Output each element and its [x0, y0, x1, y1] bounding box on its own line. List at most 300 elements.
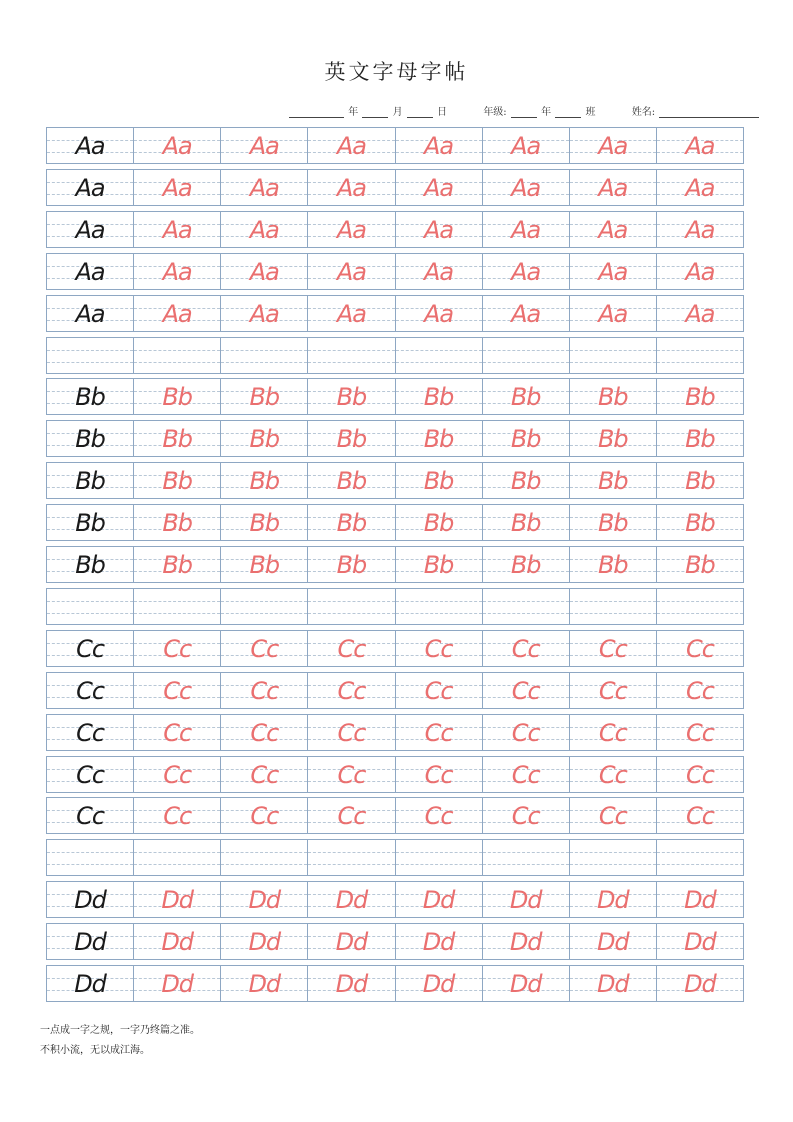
trace-letter: Aa	[511, 300, 541, 328]
practice-cell[interactable]	[657, 421, 743, 456]
trace-letter: Bb	[249, 551, 280, 579]
practice-cell[interactable]	[396, 254, 483, 289]
trace-letter: Bb	[336, 509, 367, 537]
practice-row	[46, 127, 744, 164]
trace-letter: Bb	[162, 383, 193, 411]
practice-cell[interactable]	[47, 631, 134, 666]
practice-cell[interactable]	[134, 631, 221, 666]
practice-cell[interactable]	[308, 757, 395, 792]
trace-letter: Dd	[248, 970, 281, 998]
practice-cell[interactable]	[570, 966, 657, 1001]
practice-cell[interactable]	[657, 840, 743, 875]
practice-cell[interactable]	[221, 170, 308, 205]
practice-cell[interactable]	[47, 296, 134, 331]
practice-cell[interactable]	[570, 840, 657, 875]
trace-letter: Dd	[684, 886, 716, 914]
practice-cell[interactable]	[221, 589, 308, 624]
practice-cell[interactable]	[570, 673, 657, 708]
practice-cell[interactable]	[396, 715, 483, 750]
practice-cell[interactable]	[483, 631, 570, 666]
practice-cell[interactable]	[134, 505, 221, 540]
trace-letter: Bb	[510, 467, 541, 495]
practice-cell[interactable]	[483, 715, 570, 750]
practice-cell[interactable]	[657, 673, 743, 708]
practice-cell[interactable]	[570, 589, 657, 624]
blank-practice-row	[46, 337, 744, 374]
practice-cell[interactable]	[134, 840, 221, 875]
trace-letter: Aa	[336, 132, 366, 160]
trace-letter: Bb	[510, 509, 541, 537]
practice-cell[interactable]	[657, 379, 743, 414]
practice-cell[interactable]	[308, 170, 395, 205]
month-blank[interactable]	[362, 107, 388, 118]
practice-cell[interactable]	[308, 840, 395, 875]
trace-letter: Dd	[509, 886, 542, 914]
practice-cell[interactable]	[396, 421, 483, 456]
grade-year-label: 年	[541, 107, 552, 118]
practice-cell[interactable]	[657, 715, 743, 750]
practice-cell[interactable]	[47, 421, 134, 456]
trace-letter: Cc	[250, 677, 279, 705]
practice-cell[interactable]	[396, 170, 483, 205]
practice-cell[interactable]	[47, 338, 134, 373]
practice-cell[interactable]	[47, 924, 134, 959]
practice-cell[interactable]	[657, 170, 743, 205]
practice-cell[interactable]	[308, 128, 395, 163]
practice-cell[interactable]	[483, 338, 570, 373]
practice-cell[interactable]	[396, 463, 483, 498]
trace-letter: Aa	[685, 174, 715, 202]
practice-cell[interactable]	[570, 757, 657, 792]
practice-cell[interactable]	[221, 379, 308, 414]
practice-cell[interactable]	[47, 673, 134, 708]
trace-letter: Aa	[249, 132, 279, 160]
practice-cell[interactable]	[308, 589, 395, 624]
practice-cell[interactable]	[134, 924, 221, 959]
practice-cell[interactable]	[483, 798, 570, 833]
trace-letter: Bb	[685, 509, 715, 537]
practice-cell[interactable]	[396, 212, 483, 247]
practice-cell[interactable]	[134, 128, 221, 163]
practice-cell[interactable]	[396, 924, 483, 959]
trace-letter: Aa	[162, 300, 192, 328]
practice-cell[interactable]	[221, 924, 308, 959]
page-title: 英文字母字帖	[324, 60, 469, 84]
practice-cell[interactable]	[221, 882, 308, 917]
practice-cell[interactable]	[134, 463, 221, 498]
trace-letter: Bb	[336, 467, 367, 495]
practice-cell[interactable]	[570, 212, 657, 247]
practice-cell[interactable]	[570, 798, 657, 833]
trace-letter: Bb	[510, 383, 541, 411]
mottos	[40, 1021, 200, 1061]
practice-cell[interactable]	[570, 170, 657, 205]
trace-letter: Aa	[249, 300, 279, 328]
practice-cell[interactable]	[134, 170, 221, 205]
practice-cell[interactable]	[396, 589, 483, 624]
motto-line: 一点成一字之规，一字乃终篇之准。	[40, 1025, 200, 1036]
practice-row	[46, 253, 744, 290]
trace-letter: Aa	[511, 132, 541, 160]
name-blank[interactable]	[659, 107, 759, 118]
practice-cell[interactable]	[483, 757, 570, 792]
practice-cell[interactable]	[47, 128, 134, 163]
trace-letter: Dd	[509, 970, 542, 998]
practice-cell[interactable]	[47, 757, 134, 792]
practice-cell[interactable]	[570, 547, 657, 582]
practice-cell[interactable]	[483, 966, 570, 1001]
practice-cell[interactable]	[396, 798, 483, 833]
trace-letter: Aa	[511, 174, 541, 202]
practice-cell[interactable]	[483, 463, 570, 498]
trace-letter: Aa	[424, 258, 454, 286]
practice-cell[interactable]	[657, 966, 743, 1001]
practice-cell[interactable]	[396, 296, 483, 331]
model-letter: Bb	[75, 383, 105, 411]
trace-letter: Cc	[598, 677, 627, 705]
practice-cell[interactable]	[47, 254, 134, 289]
class-blank[interactable]	[555, 107, 581, 118]
practice-cell[interactable]	[308, 631, 395, 666]
trace-letter: Cc	[424, 802, 453, 830]
practice-cell[interactable]	[221, 757, 308, 792]
trace-letter: Cc	[511, 802, 540, 830]
trace-letter: Cc	[163, 719, 192, 747]
practice-cell[interactable]	[134, 547, 221, 582]
practice-cell[interactable]	[134, 338, 221, 373]
trace-letter: Dd	[248, 886, 281, 914]
practice-cell[interactable]	[657, 128, 743, 163]
practice-cell[interactable]	[221, 338, 308, 373]
model-letter: Dd	[74, 970, 106, 998]
practice-cell[interactable]	[308, 966, 395, 1001]
practice-cell[interactable]	[47, 589, 134, 624]
trace-letter: Aa	[598, 216, 628, 244]
practice-cell[interactable]	[308, 924, 395, 959]
motto-line: 不积小流，无以成江海。	[40, 1045, 150, 1056]
practice-cell[interactable]	[657, 254, 743, 289]
practice-row	[46, 923, 744, 960]
trace-letter: Bb	[597, 509, 628, 537]
practice-cell[interactable]	[570, 128, 657, 163]
practice-cell[interactable]	[221, 547, 308, 582]
practice-cell[interactable]	[221, 128, 308, 163]
practice-cell[interactable]	[221, 798, 308, 833]
practice-cell[interactable]	[221, 505, 308, 540]
practice-cell[interactable]	[134, 715, 221, 750]
practice-cell[interactable]	[483, 170, 570, 205]
trace-letter: Cc	[598, 761, 627, 789]
trace-letter: Cc	[337, 761, 366, 789]
blank-practice-row	[46, 588, 744, 625]
practice-cell[interactable]	[483, 212, 570, 247]
trace-letter: Cc	[511, 761, 540, 789]
practice-cell[interactable]	[657, 547, 743, 582]
practice-cell[interactable]	[308, 798, 395, 833]
practice-cell[interactable]	[483, 128, 570, 163]
practice-cell[interactable]	[570, 338, 657, 373]
trace-letter: Dd	[161, 886, 194, 914]
model-letter: Aa	[75, 216, 105, 244]
model-letter: Cc	[76, 802, 105, 830]
practice-cell[interactable]	[134, 966, 221, 1001]
practice-row	[46, 211, 744, 248]
practice-cell[interactable]	[483, 421, 570, 456]
trace-letter: Bb	[249, 425, 280, 453]
trace-letter: Dd	[596, 970, 629, 998]
practice-cell[interactable]	[483, 882, 570, 917]
practice-cell[interactable]	[134, 882, 221, 917]
trace-letter: Bb	[597, 551, 628, 579]
trace-letter: Dd	[596, 886, 629, 914]
trace-letter: Cc	[685, 802, 714, 830]
practice-cell[interactable]	[396, 966, 483, 1001]
trace-letter: Dd	[422, 970, 455, 998]
practice-cell[interactable]	[570, 631, 657, 666]
practice-cell[interactable]	[396, 840, 483, 875]
trace-letter: Bb	[162, 425, 193, 453]
practice-row	[46, 797, 744, 834]
trace-letter: Bb	[162, 467, 193, 495]
practice-cell[interactable]	[483, 505, 570, 540]
practice-cell[interactable]	[657, 212, 743, 247]
trace-letter: Bb	[685, 467, 715, 495]
practice-cell[interactable]	[47, 170, 134, 205]
trace-letter: Aa	[598, 258, 628, 286]
practice-row	[46, 672, 744, 709]
practice-cell[interactable]	[221, 463, 308, 498]
trace-letter: Aa	[685, 258, 715, 286]
trace-letter: Aa	[162, 258, 192, 286]
trace-letter: Cc	[337, 719, 366, 747]
practice-cell[interactable]	[47, 463, 134, 498]
practice-cell[interactable]	[134, 379, 221, 414]
practice-cell[interactable]	[221, 296, 308, 331]
practice-cell[interactable]	[308, 505, 395, 540]
trace-letter: Aa	[598, 174, 628, 202]
practice-cell[interactable]	[396, 631, 483, 666]
trace-letter: Dd	[422, 886, 455, 914]
practice-cell[interactable]	[134, 673, 221, 708]
trace-letter: Dd	[161, 970, 194, 998]
practice-cell[interactable]	[396, 338, 483, 373]
practice-cell[interactable]	[657, 589, 743, 624]
year-blank[interactable]	[289, 107, 344, 118]
practice-cell[interactable]	[308, 296, 395, 331]
trace-letter: Bb	[685, 383, 715, 411]
practice-cell[interactable]	[396, 673, 483, 708]
practice-cell[interactable]	[308, 212, 395, 247]
trace-letter: Aa	[424, 216, 454, 244]
practice-cell[interactable]	[570, 296, 657, 331]
trace-letter: Bb	[336, 425, 367, 453]
practice-cell[interactable]	[483, 296, 570, 331]
practice-cell[interactable]	[47, 715, 134, 750]
trace-letter: Aa	[162, 132, 192, 160]
practice-cell[interactable]	[570, 254, 657, 289]
practice-cell[interactable]	[657, 924, 743, 959]
practice-cell[interactable]	[657, 631, 743, 666]
trace-letter: Aa	[598, 132, 628, 160]
practice-cell[interactable]	[657, 798, 743, 833]
trace-letter: Cc	[511, 635, 540, 663]
trace-letter: Bb	[423, 551, 454, 579]
trace-letter: Cc	[511, 677, 540, 705]
trace-letter: Aa	[424, 300, 454, 328]
trace-letter: Dd	[161, 928, 194, 956]
practice-cell[interactable]	[657, 882, 743, 917]
model-letter: Cc	[76, 719, 105, 747]
trace-letter: Bb	[423, 467, 454, 495]
practice-row	[46, 169, 744, 206]
trace-letter: Dd	[335, 928, 368, 956]
practice-cell[interactable]	[396, 128, 483, 163]
model-letter: Bb	[75, 467, 105, 495]
trace-letter: Aa	[511, 216, 541, 244]
grade-blank[interactable]	[511, 107, 537, 118]
trace-letter: Aa	[336, 174, 366, 202]
practice-cell[interactable]	[134, 589, 221, 624]
practice-cell[interactable]	[483, 589, 570, 624]
practice-cell[interactable]	[308, 254, 395, 289]
practice-row	[46, 462, 744, 499]
practice-cell[interactable]	[657, 296, 743, 331]
practice-cell[interactable]	[396, 379, 483, 414]
trace-letter: Aa	[511, 258, 541, 286]
trace-letter: Cc	[598, 635, 627, 663]
trace-letter: Cc	[250, 761, 279, 789]
model-letter: Aa	[75, 300, 105, 328]
model-letter: Aa	[75, 132, 105, 160]
trace-letter: Cc	[337, 635, 366, 663]
practice-cell[interactable]	[221, 421, 308, 456]
practice-cell[interactable]	[308, 338, 395, 373]
practice-cell[interactable]	[657, 338, 743, 373]
trace-letter: Cc	[337, 677, 366, 705]
practice-cell[interactable]	[308, 673, 395, 708]
year-label: 年	[348, 107, 359, 118]
practice-cell[interactable]	[134, 798, 221, 833]
practice-cell[interactable]	[134, 757, 221, 792]
practice-cell[interactable]	[570, 924, 657, 959]
model-letter: Cc	[76, 677, 105, 705]
trace-letter: Aa	[424, 132, 454, 160]
practice-cell[interactable]	[396, 882, 483, 917]
practice-cell[interactable]	[570, 882, 657, 917]
practice-cell[interactable]	[134, 421, 221, 456]
practice-cell[interactable]	[483, 254, 570, 289]
practice-cell[interactable]	[47, 798, 134, 833]
practice-cell[interactable]	[308, 547, 395, 582]
practice-cell[interactable]	[221, 254, 308, 289]
practice-cell[interactable]	[483, 379, 570, 414]
practice-cell[interactable]	[47, 882, 134, 917]
practice-cell[interactable]	[221, 673, 308, 708]
trace-letter: Cc	[250, 719, 279, 747]
class-label: 班	[585, 107, 596, 118]
trace-letter: Dd	[509, 928, 542, 956]
practice-cell[interactable]	[396, 505, 483, 540]
practice-cell[interactable]	[657, 505, 743, 540]
practice-cell[interactable]	[308, 379, 395, 414]
practice-cell[interactable]	[308, 882, 395, 917]
trace-letter: Cc	[685, 761, 714, 789]
practice-cell[interactable]	[221, 715, 308, 750]
practice-cell[interactable]	[483, 673, 570, 708]
grade-label: 年级:	[483, 107, 507, 118]
practice-cell[interactable]	[134, 296, 221, 331]
practice-cell[interactable]	[134, 212, 221, 247]
trace-letter: Cc	[250, 635, 279, 663]
practice-cell[interactable]	[308, 715, 395, 750]
practice-cell[interactable]	[570, 421, 657, 456]
trace-letter: Bb	[162, 509, 193, 537]
trace-letter: Cc	[163, 802, 192, 830]
trace-letter: Cc	[598, 719, 627, 747]
trace-letter: Aa	[685, 216, 715, 244]
practice-cell[interactable]	[396, 757, 483, 792]
trace-letter: Cc	[685, 677, 714, 705]
trace-letter: Dd	[596, 928, 629, 956]
trace-letter: Bb	[423, 425, 454, 453]
trace-letter: Dd	[248, 928, 281, 956]
day-blank[interactable]	[407, 107, 433, 118]
practice-cell[interactable]	[308, 463, 395, 498]
practice-cell[interactable]	[47, 547, 134, 582]
practice-cell[interactable]	[483, 547, 570, 582]
model-letter: Aa	[75, 174, 105, 202]
practice-cell[interactable]	[483, 840, 570, 875]
practice-cell[interactable]	[47, 379, 134, 414]
practice-cell[interactable]	[483, 924, 570, 959]
trace-letter: Bb	[597, 383, 628, 411]
practice-cell[interactable]	[570, 715, 657, 750]
name-label: 姓名:	[631, 107, 656, 118]
practice-cell[interactable]	[570, 505, 657, 540]
practice-cell[interactable]	[134, 254, 221, 289]
trace-letter: Cc	[424, 761, 453, 789]
trace-letter: Bb	[249, 467, 280, 495]
practice-cell[interactable]	[47, 966, 134, 1001]
practice-cell[interactable]	[47, 840, 134, 875]
practice-cell[interactable]	[221, 631, 308, 666]
practice-cell[interactable]	[396, 547, 483, 582]
trace-letter: Bb	[597, 425, 628, 453]
trace-letter: Bb	[162, 551, 193, 579]
practice-cell[interactable]	[308, 421, 395, 456]
practice-cell[interactable]	[570, 463, 657, 498]
model-letter: Cc	[76, 635, 105, 663]
practice-row	[46, 965, 744, 1002]
practice-row	[46, 756, 744, 793]
trace-letter: Bb	[685, 425, 715, 453]
practice-row	[46, 295, 744, 332]
practice-cell[interactable]	[221, 212, 308, 247]
practice-cell[interactable]	[657, 463, 743, 498]
trace-letter: Dd	[335, 970, 368, 998]
practice-cell[interactable]	[47, 505, 134, 540]
practice-cell[interactable]	[570, 379, 657, 414]
practice-cell[interactable]	[221, 840, 308, 875]
practice-cell[interactable]	[47, 212, 134, 247]
practice-cell[interactable]	[657, 757, 743, 792]
practice-cell[interactable]	[221, 966, 308, 1001]
trace-letter: Cc	[424, 677, 453, 705]
practice-row	[46, 504, 744, 541]
trace-letter: Cc	[337, 802, 366, 830]
trace-letter: Cc	[598, 802, 627, 830]
trace-letter: Aa	[162, 216, 192, 244]
